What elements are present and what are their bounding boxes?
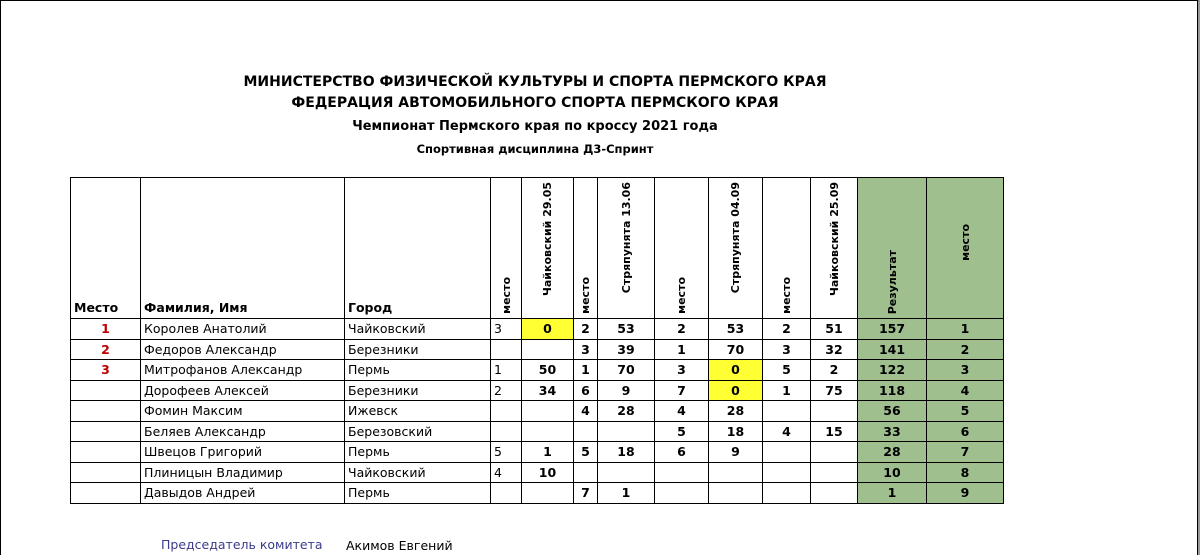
cell-m3: 4 (655, 401, 709, 422)
col-r2-label: Стряпунята 13.06 (619, 182, 633, 294)
cell-r3 (709, 483, 763, 504)
cell-m3: 6 (655, 442, 709, 463)
cell-r4: 32 (811, 339, 858, 360)
cell-name: Давыдов Андрей (141, 483, 345, 504)
cell-r2 (598, 462, 655, 483)
col-final (927, 178, 1004, 319)
cell-r3 (709, 462, 763, 483)
cell-place: 3 (71, 360, 141, 381)
col-name: Фамилия, Имя (141, 178, 345, 319)
cell-r2: 28 (598, 401, 655, 422)
cell-name: Королев Анатолий (141, 319, 345, 340)
footer-role: Председатель комитета (161, 537, 323, 552)
cell-final: 2 (927, 339, 1004, 360)
col-r2 (598, 178, 655, 319)
cell-name: Плиницын Владимир (141, 462, 345, 483)
cell-m3: 5 (655, 421, 709, 442)
cell-r4: 2 (811, 360, 858, 381)
cell-m1: 4 (491, 462, 522, 483)
cell-result: 33 (858, 421, 927, 442)
cell-city: Березники (345, 339, 491, 360)
cell-r4 (811, 401, 858, 422)
cell-final: 5 (927, 401, 1004, 422)
cell-r1 (522, 421, 574, 442)
col-r3-label: Стряпунята 04.09 (729, 182, 742, 294)
cell-city: Березовский (345, 421, 491, 442)
cell-m1 (491, 483, 522, 504)
cell-r4 (811, 483, 858, 504)
cell-result: 141 (858, 339, 927, 360)
col-m2 (574, 178, 598, 319)
table-row (71, 319, 1004, 340)
col-m4-label: место (780, 277, 793, 314)
cell-name: Дорофеев Алексей (141, 380, 345, 401)
cell-m3: 3 (655, 360, 709, 381)
cell-result: 10 (858, 462, 927, 483)
results-body (71, 319, 1004, 504)
cell-m3 (655, 483, 709, 504)
cell-m2: 7 (574, 483, 598, 504)
cell-r2: 39 (598, 339, 655, 360)
cell-r4: 75 (811, 380, 858, 401)
cell-place: 2 (71, 339, 141, 360)
col-place: Место (71, 178, 141, 319)
cell-r3: 9 (709, 442, 763, 463)
cell-result: 118 (858, 380, 927, 401)
cell-m1: 3 (491, 319, 522, 340)
cell-m1: 1 (491, 360, 522, 381)
cell-place (71, 483, 141, 504)
cell-r3: 70 (709, 339, 763, 360)
cell-m1: 5 (491, 442, 522, 463)
col-m2-label: место (579, 277, 592, 314)
footer-name: Акимов Евгений (346, 538, 453, 553)
cell-m4: 1 (763, 380, 811, 401)
cell-m2 (574, 421, 598, 442)
cell-r1 (522, 483, 574, 504)
cell-name: Беляев Александр (141, 421, 345, 442)
discipline-title: Спортивная дисциплина Д3-Спринт (416, 142, 654, 156)
cell-place: 1 (71, 319, 141, 340)
cell-m2: 2 (574, 319, 598, 340)
cell-r4 (811, 462, 858, 483)
cell-m4 (763, 442, 811, 463)
col-m4 (763, 178, 811, 319)
cell-city: Ижевск (345, 401, 491, 422)
cell-m4: 2 (763, 319, 811, 340)
cell-name: Федоров Александр (141, 339, 345, 360)
cell-r1: 34 (522, 380, 574, 401)
federation-title: ФЕДЕРАЦИЯ АВТОМОБИЛЬНОГО СПОРТА ПЕРМСКОГО КРАЯ (291, 95, 779, 111)
cell-m2: 6 (574, 380, 598, 401)
table-row (71, 483, 1004, 504)
cell-city: Пермь (345, 483, 491, 504)
cell-m4 (763, 462, 811, 483)
cell-m1 (491, 339, 522, 360)
col-r4 (811, 178, 858, 319)
cell-final: 8 (927, 462, 1004, 483)
col-m3 (655, 178, 709, 319)
table-row (71, 462, 1004, 483)
cell-m1 (491, 421, 522, 442)
cell-r2: 53 (598, 319, 655, 340)
cell-city: Березники (345, 380, 491, 401)
cell-r2: 18 (598, 442, 655, 463)
cell-r1: 1 (522, 442, 574, 463)
cell-final: 3 (927, 360, 1004, 381)
cell-r1: 50 (522, 360, 574, 381)
cell-name: Фомин Максим (141, 401, 345, 422)
cell-m3: 7 (655, 380, 709, 401)
col-city: Город (345, 178, 491, 319)
cell-m4: 5 (763, 360, 811, 381)
cell-r3: 18 (709, 421, 763, 442)
cell-result: 1 (858, 483, 927, 504)
cell-m3 (655, 462, 709, 483)
cell-r1: 10 (522, 462, 574, 483)
cell-m2: 1 (574, 360, 598, 381)
col-m1-label: место (499, 277, 513, 314)
cell-place (71, 421, 141, 442)
cell-r4 (811, 442, 858, 463)
cell-name: Митрофанов Александр (141, 360, 345, 381)
cell-final: 1 (927, 319, 1004, 340)
col-m1 (491, 178, 522, 319)
cell-city: Пермь (345, 360, 491, 381)
cell-m3: 2 (655, 319, 709, 340)
cell-final: 6 (927, 421, 1004, 442)
col-m3-label: место (675, 277, 688, 314)
col-r1 (522, 178, 574, 319)
cell-r2: 1 (598, 483, 655, 504)
cell-r2 (598, 421, 655, 442)
col-result-label: Результат (885, 249, 899, 314)
cell-r3: 0 (709, 380, 763, 401)
cell-final: 4 (927, 380, 1004, 401)
cell-m2: 4 (574, 401, 598, 422)
cell-m2 (574, 462, 598, 483)
cell-m1: 2 (491, 380, 522, 401)
cell-r3: 53 (709, 319, 763, 340)
cell-city: Чайковский (345, 319, 491, 340)
cell-result: 122 (858, 360, 927, 381)
cell-r1: 0 (522, 319, 574, 340)
cell-city: Чайковский (345, 462, 491, 483)
cell-final: 7 (927, 442, 1004, 463)
cell-m1 (491, 401, 522, 422)
cell-r3: 28 (709, 401, 763, 422)
cell-r1 (522, 401, 574, 422)
table-row (71, 401, 1004, 422)
cell-r2: 70 (598, 360, 655, 381)
cell-result: 56 (858, 401, 927, 422)
table-row (71, 360, 1004, 381)
cell-r3: 0 (709, 360, 763, 381)
cell-m4 (763, 401, 811, 422)
cell-result: 157 (858, 319, 927, 340)
ministry-title: МИНИСТЕРСТВО ФИЗИЧЕСКОЙ КУЛЬТУРЫ И СПОРТА ПЕРМСКОГО КРАЯ (243, 74, 827, 90)
cell-name: Швецов Григорий (141, 442, 345, 463)
cell-r4: 15 (811, 421, 858, 442)
cell-m2: 5 (574, 442, 598, 463)
results-table (70, 177, 1004, 504)
col-r4-label: Чайковский 25.09 (827, 182, 841, 297)
header-row (71, 178, 1004, 319)
cell-final: 9 (927, 483, 1004, 504)
col-result (858, 178, 927, 319)
table-row (71, 421, 1004, 442)
cell-m3: 1 (655, 339, 709, 360)
cell-r2: 9 (598, 380, 655, 401)
championship-title: Чемпионат Пермского края по кроссу 2021 года (352, 119, 718, 134)
cell-r1 (522, 339, 574, 360)
col-r1-label: Чайковский 29.05 (541, 182, 554, 297)
cell-city: Пермь (345, 442, 491, 463)
col-r3 (709, 178, 763, 319)
cell-m4 (763, 483, 811, 504)
cell-place (71, 380, 141, 401)
table-row (71, 339, 1004, 360)
table-row (71, 442, 1004, 463)
cell-m2: 3 (574, 339, 598, 360)
table-row (71, 380, 1004, 401)
cell-m4: 3 (763, 339, 811, 360)
col-final-label: место (958, 224, 972, 261)
cell-m4: 4 (763, 421, 811, 442)
cell-place (71, 401, 141, 422)
cell-place (71, 442, 141, 463)
cell-place (71, 462, 141, 483)
cell-result: 28 (858, 442, 927, 463)
cell-r4: 51 (811, 319, 858, 340)
